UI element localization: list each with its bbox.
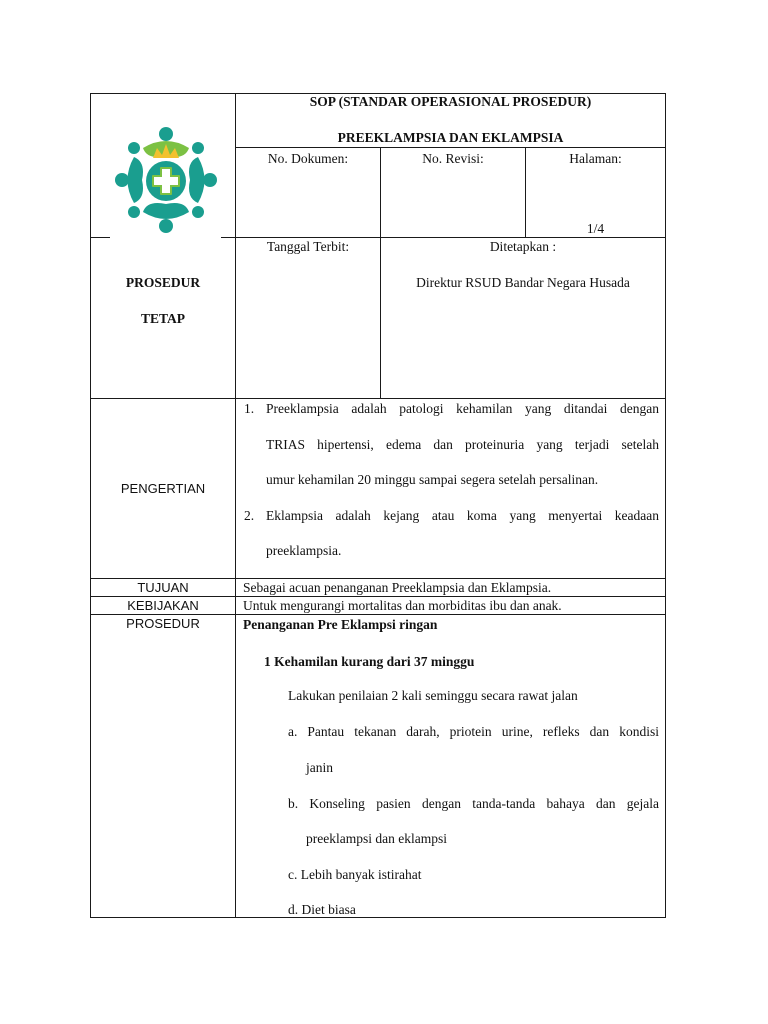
row-divider-pengertian xyxy=(90,578,666,579)
pengertian-item2-number: 2. xyxy=(244,508,255,523)
no-revisi-label: No. Revisi: xyxy=(422,151,484,166)
row-divider-docinfo-right xyxy=(221,237,666,238)
kebijakan-text: Untuk mengurangi mortalitas dan morbiditas ibu dan anak. xyxy=(243,598,562,613)
col-divider-ditetapkan xyxy=(380,237,381,398)
prosedur-item-a-line2: janin xyxy=(306,760,333,775)
table-border-left xyxy=(90,93,91,918)
ditetapkan-value: Direktur RSUD Bandar Negara Husada xyxy=(416,275,630,290)
tujuan-label: TUJUAN xyxy=(137,580,189,595)
row-divider-prosedur-tetap xyxy=(90,398,666,399)
pengertian-item2-line1: Eklampsia adalah kejang atau koma yang menyertai keadaan xyxy=(266,508,659,523)
row-divider-title xyxy=(235,147,666,148)
column-divider xyxy=(235,93,236,918)
row-divider-tujuan xyxy=(90,596,666,597)
table-border-bottom xyxy=(90,917,666,918)
prosedur-subheading: 1 Kehamilan kurang dari 37 minggu xyxy=(264,654,475,669)
prosedur-item-d: d. Diet biasa xyxy=(288,902,356,917)
prosedur-item-a-line1: a. Pantau tekanan darah, priotein urine, refleks dan kondisi xyxy=(288,724,659,739)
prosedur-item-b-line2: preeklampsi dan eklampsi xyxy=(306,831,447,846)
no-dokumen-label: No. Dokumen: xyxy=(267,151,349,166)
prosedur-item-c: c. Lebih banyak istirahat xyxy=(288,867,422,882)
halaman-value: 1/4 xyxy=(586,221,605,236)
pengertian-item2-line2: preeklampsia. xyxy=(266,543,342,558)
table-border-right xyxy=(665,93,666,918)
sop-title: SOP (STANDAR OPERASIONAL PROSEDUR) xyxy=(309,94,592,109)
tanggal-terbit-label: Tanggal Terbit: xyxy=(266,239,350,254)
prosedur-tetap-label-line1: PROSEDUR xyxy=(125,275,201,290)
prosedur-intro: Lakukan penilaian 2 kali seminggu secara rawat jalan xyxy=(288,688,578,703)
prosedur-tetap-label-line2: TETAP xyxy=(140,311,185,326)
prosedur-label: PROSEDUR xyxy=(126,616,200,631)
pengertian-item1-number: 1. xyxy=(244,401,255,416)
row-divider-kebijakan xyxy=(90,614,666,615)
pengertian-item1-line3: umur kehamilan 20 minggu sampai segera setelah persalinan. xyxy=(266,472,599,487)
tujuan-text: Sebagai acuan penanganan Preeklampsia dan Eklampsia. xyxy=(243,580,552,595)
prosedur-heading: Penanganan Pre Eklampsi ringan xyxy=(243,617,438,632)
document-title: PREEKLAMPSIA DAN EKLAMPSIA xyxy=(337,130,564,145)
kebijakan-label: KEBIJAKAN xyxy=(127,598,199,613)
ditetapkan-label: Ditetapkan : xyxy=(489,239,557,254)
pengertian-label: PENGERTIAN xyxy=(120,481,206,496)
prosedur-item-b-line1: b. Konseling pasien dengan tanda-tanda bahaya dan gejala xyxy=(288,796,659,811)
pengertian-item1-line1: Preeklampsia adalah patologi kehamilan yang ditandai dengan xyxy=(266,401,659,416)
hospital-cross-logo-icon xyxy=(113,126,219,234)
pengertian-item1-line2: TRIAS hipertensi, edema dan proteinuria yang terjadi setelah xyxy=(266,437,659,452)
halaman-label: Halaman: xyxy=(569,151,622,166)
row-divider-docinfo-left xyxy=(90,237,110,238)
